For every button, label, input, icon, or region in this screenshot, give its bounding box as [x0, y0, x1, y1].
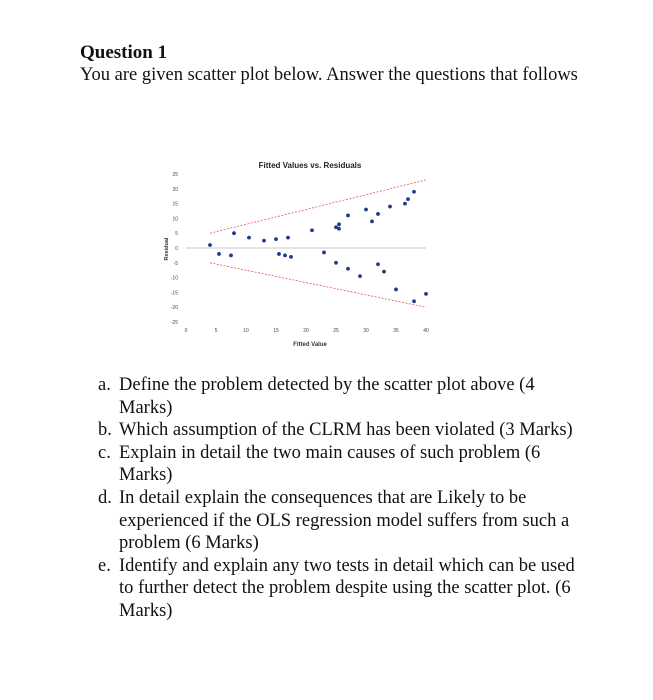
x-tick-label: 0: [184, 328, 188, 334]
question-label: e.: [98, 555, 111, 576]
y-tick-label: -10: [170, 275, 178, 282]
y-tick-label: 10: [172, 216, 178, 223]
scatter-point: [382, 270, 386, 274]
question-label: b.: [98, 420, 112, 441]
scatter-point: [310, 228, 314, 232]
question-item-d: [98, 487, 588, 555]
scatter-point: [337, 222, 341, 226]
x-tick-label: 10: [243, 328, 249, 334]
upper-bound-line: [210, 180, 426, 233]
scatter-point: [232, 231, 236, 235]
scatter-point: [376, 262, 380, 266]
scatter-point: [346, 214, 350, 218]
scatter-point: [346, 267, 350, 271]
scatter-point: [406, 197, 410, 201]
question-item-a: [98, 374, 588, 419]
scatter-point: [286, 236, 290, 240]
x-tick-label: 30: [363, 328, 369, 334]
y-tick-label: 5: [175, 231, 178, 238]
scatter-point: [403, 202, 407, 206]
scatter-point: [412, 190, 416, 194]
x-tick-label: 40: [423, 328, 429, 334]
scatter-point: [334, 261, 338, 265]
question-text: Define the problem detected by the scatter plot above (4 Marks): [119, 375, 535, 418]
y-tick-label: 20: [172, 186, 178, 193]
scatter-point: [274, 237, 278, 241]
scatter-point: [388, 205, 392, 209]
y-tick-label: -20: [170, 305, 178, 312]
question-item-c: [98, 442, 588, 487]
scatter-point: [208, 243, 212, 247]
scatter-point: [322, 251, 326, 255]
question-list: [98, 374, 588, 623]
scatter-point: [289, 255, 293, 259]
scatter-point: [370, 219, 374, 223]
y-tick-label: 25: [172, 172, 178, 178]
y-tick-label: 15: [172, 201, 178, 208]
scatter-point: [262, 239, 266, 243]
scatter-point: [283, 254, 287, 258]
question-item-e: [98, 555, 588, 623]
chart-ylabel: Residual: [164, 237, 170, 261]
x-tick-label: 5: [214, 328, 218, 334]
x-tick-label: 20: [303, 328, 309, 334]
question-intro: You are given scatter plot below. Answer the questions that follows: [80, 65, 578, 85]
scatter-chart: [150, 152, 440, 352]
question-title: Question 1: [80, 42, 168, 63]
x-tick-label: 35: [393, 328, 399, 334]
scatter-point: [217, 252, 221, 256]
question-label: a.: [98, 375, 111, 395]
y-tick-label: -25: [170, 320, 178, 326]
chart-title: Fitted Values vs. Residuals: [258, 161, 362, 170]
scatter-point: [247, 236, 251, 240]
question-text: Identify and explain any two tests in detail which can be used to further detect the problem despite using the scatter plot. (6 Marks): [119, 555, 575, 621]
question-text: Which assumption of the CLRM has been violated (3 Marks): [119, 420, 573, 441]
question-text: In detail explain the consequences that are Likely to be experienced if the OLS regression model suffers from such a problem (6 Marks): [119, 487, 570, 554]
scatter-point: [424, 292, 428, 296]
y-tick-label: -15: [170, 290, 178, 297]
question-label: c.: [98, 442, 111, 463]
chart-xlabel: Fitted Value: [293, 342, 327, 348]
scatter-point: [412, 299, 416, 303]
question-text: Explain in detail the two main causes of such problem (6 Marks): [119, 442, 541, 486]
lower-bound-line: [210, 263, 426, 307]
scatter-point: [337, 227, 341, 231]
y-tick-label: 0: [175, 246, 178, 252]
scatter-point: [394, 288, 398, 292]
scatter-figure: [150, 152, 440, 352]
scatter-point: [358, 274, 362, 278]
scatter-point: [376, 212, 380, 216]
question-item-b: [98, 419, 588, 442]
question-label: d.: [98, 487, 112, 508]
x-tick-label: 15: [273, 328, 279, 334]
x-tick-label: 25: [333, 328, 339, 334]
scatter-point: [229, 254, 233, 258]
scatter-point: [364, 208, 368, 212]
y-tick-label: -5: [173, 260, 178, 267]
scatter-point: [277, 252, 281, 256]
